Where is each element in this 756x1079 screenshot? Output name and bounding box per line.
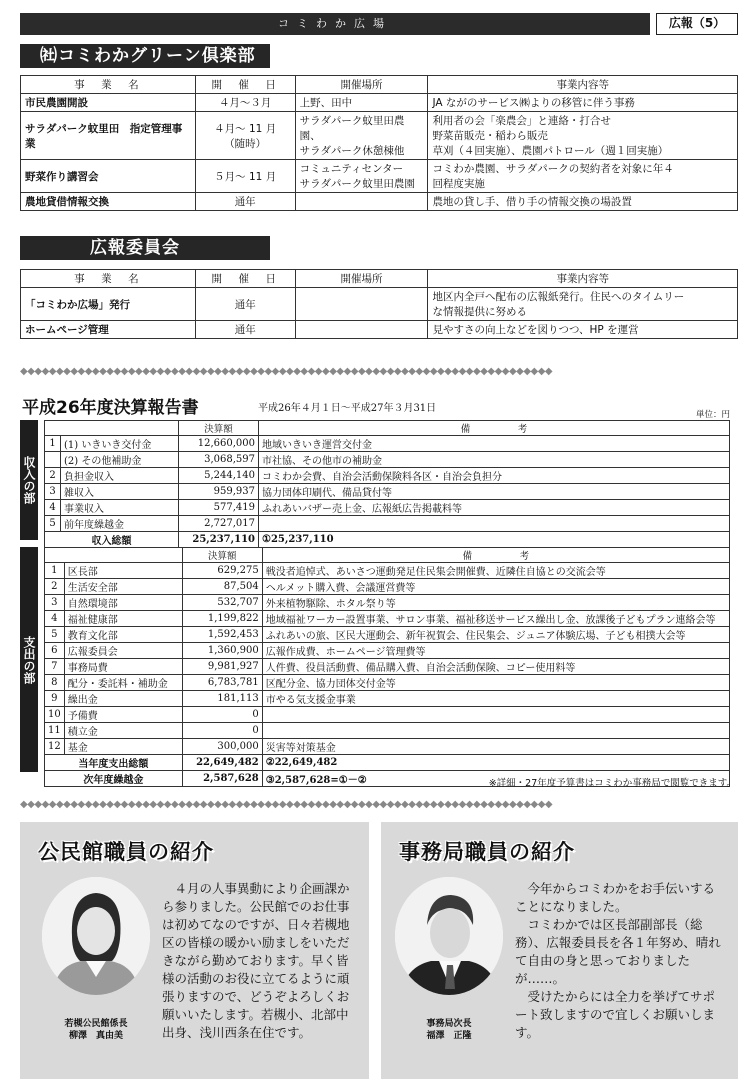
table-row — [45, 739, 730, 755]
col-name: 事 業 名 — [21, 270, 196, 288]
col-content: 事業内容等 — [428, 76, 738, 94]
report-unit: 単位：円 — [695, 410, 730, 420]
table-row — [45, 500, 730, 516]
table-row — [45, 579, 730, 595]
report-period: 平成26年４月１日～平成27年３月31日 — [258, 403, 437, 414]
total-amount: 2,587,628 — [182, 771, 262, 787]
table-row — [21, 160, 738, 193]
item-name: 配分・委託料・補助金 — [64, 675, 182, 691]
table-row — [45, 659, 730, 675]
report-title: 平成26年度決算報告書 — [22, 398, 199, 418]
item-amount: 300,000 — [182, 739, 262, 755]
total-note: ②22,649,482 — [262, 755, 729, 771]
item-amount: 959,937 — [179, 484, 259, 500]
staff-photo — [42, 877, 150, 995]
item-name: 事業収入 — [61, 500, 179, 516]
table-row — [21, 193, 738, 211]
event-place — [295, 193, 428, 211]
expense-table — [44, 547, 730, 787]
item-name: 事務局費 — [64, 659, 182, 675]
item-amount: 5,244,140 — [179, 468, 259, 484]
total-name: 次年度繰越金 — [45, 771, 183, 787]
staff-panel-left — [20, 822, 369, 1079]
event-date: 通年 — [195, 193, 295, 211]
event-content: JA ながのサービス㈱よりの移管に伴う事務 — [428, 94, 738, 112]
item-note — [262, 723, 729, 739]
row-number: 10 — [45, 707, 65, 723]
staff-left-caption — [38, 1018, 154, 1042]
event-date: ５月～ 11 月 — [195, 160, 295, 193]
item-name: 生活安全部 — [64, 579, 182, 595]
item-amount: 87,504 — [182, 579, 262, 595]
item-amount: 1,592,453 — [182, 627, 262, 643]
item-note: 区配分金、協力団体交付金等 — [262, 675, 729, 691]
staff-right-text — [515, 880, 721, 1042]
club-heading: ㈳コミわかグリーン倶楽部 — [20, 44, 270, 68]
table-row — [45, 484, 730, 500]
event-content: 見やすさの向上などを図りつつ、HP を運営 — [428, 321, 738, 339]
table-row — [21, 321, 738, 339]
table-row — [45, 723, 730, 739]
row-number: 3 — [45, 484, 61, 500]
row-number: 12 — [45, 739, 65, 755]
item-note: 地域いきいき運営交付金 — [259, 436, 730, 452]
item-amount: 3,068,597 — [179, 452, 259, 468]
event-name: サラダパーク蚊里田 指定管理事業 — [21, 112, 196, 160]
item-name: 繰出金 — [64, 691, 182, 707]
footnote: ※詳細・27年度予算書はコミわか事務局で閲覧できます。 — [488, 778, 736, 789]
table-row — [45, 468, 730, 484]
row-number: 1 — [45, 563, 65, 579]
table-row — [45, 627, 730, 643]
section-title: コミわか広場 — [20, 13, 650, 35]
staff-right-role: 事務局次長 — [426, 1019, 472, 1029]
table-row — [45, 675, 730, 691]
item-amount: 0 — [182, 707, 262, 723]
item-note: ふれあいの旅、区民大運動会、新年祝賀会、住民集会、ジュニア体験広場、子ども相撲大会等 — [262, 627, 729, 643]
paragraph: 今年からコミわかをお手伝いすることになりました。 — [515, 881, 716, 914]
event-place: サラダパーク蚊里田農園、 サラダパーク休憩棟他 — [295, 112, 428, 160]
staff-left-title: 公民館職員の紹介 — [38, 840, 214, 864]
col-amount: 決算額 — [182, 548, 262, 563]
table-row — [45, 516, 730, 532]
event-date: 通年 — [195, 288, 295, 321]
total-amount: 25,237,110 — [179, 532, 259, 548]
item-note — [262, 707, 729, 723]
row-number: 4 — [45, 611, 65, 627]
item-name: (2) その他補助金 — [61, 452, 179, 468]
table-row — [45, 643, 730, 659]
item-name: 雑収入 — [61, 484, 179, 500]
item-amount: 6,783,781 — [182, 675, 262, 691]
event-name: 野菜作り講習会 — [21, 160, 196, 193]
income-table — [44, 420, 730, 548]
item-note: 地域福祉ワーカー設置事業、サロン事業、福祉移送サービス繰出し金、放課後子どもプラン連絡会等 — [262, 611, 729, 627]
col-note: 備 考 — [259, 421, 730, 436]
staff-left-name: 柳澤 真由美 — [68, 1031, 123, 1041]
table-row — [21, 94, 738, 112]
event-name: ホームページ管理 — [21, 321, 196, 339]
event-date: ４月～３月 — [195, 94, 295, 112]
item-name: (1) いきいき交付金 — [61, 436, 179, 452]
row-number: 6 — [45, 643, 65, 659]
item-name: 負担金収入 — [61, 468, 179, 484]
item-note: 協力団体印刷代、備品貸付等 — [259, 484, 730, 500]
item-note: コミわか会費、自治会活動保険料各区・自治会負担分 — [259, 468, 730, 484]
table-row — [45, 595, 730, 611]
page-number: 広報（5） — [656, 13, 738, 35]
total-note: ③2,587,628=①－② — [262, 771, 729, 787]
item-note — [259, 516, 730, 532]
staff-left-text: ４月の人事異動により企画課から参りました。公民館でのお仕事は初めてなのですが、日々若槻地区の皆様の暖かい励ましをいただきながら勤めております。早く皆様の活動のお役に立てるように頑張りますので、どうぞよろしくお願いいたします。若槻小、北部中出身、浅川西条在住です。 — [162, 881, 350, 1040]
col-amount: 決算額 — [179, 421, 259, 436]
row-number: 2 — [45, 468, 61, 484]
item-name: 教育文化部 — [64, 627, 182, 643]
paragraph: 受けたからには全力を挙げてサポート致しますので宜しくお願いします。 — [515, 989, 716, 1040]
item-name: 基金 — [64, 739, 182, 755]
table-row — [45, 611, 730, 627]
item-note: 人件費、役員活動費、備品購入費、自治会活動保険、コピー使用料等 — [262, 659, 729, 675]
col-name: 事 業 名 — [21, 76, 196, 94]
total-name: 収入総額 — [45, 532, 179, 548]
income-label — [20, 420, 38, 540]
item-amount: 532,707 — [182, 595, 262, 611]
row-number: 5 — [45, 516, 61, 532]
table-row — [21, 112, 738, 160]
row-number: 7 — [45, 659, 65, 675]
item-name: 自然環境部 — [64, 595, 182, 611]
event-name: 市民農園開設 — [21, 94, 196, 112]
item-amount: 0 — [182, 723, 262, 739]
col-place: 開催場所 — [295, 270, 428, 288]
event-name: 「コミわか広場」発行 — [21, 288, 196, 321]
table-row — [45, 436, 730, 452]
divider: ◆◆◆◆◆◆◆◆◆◆◆◆◆◆◆◆◆◆◆◆◆◆◆◆◆◆◆◆◆◆◆◆◆◆◆◆◆◆◆◆◆◆◆◆◆◆◆◆◆◆◆◆◆◆◆◆◆◆◆◆◆◆◆◆◆◆◆◆◆◆◆◆◆◆ — [20, 366, 553, 377]
item-amount: 2,727,017 — [179, 516, 259, 532]
row-number: 4 — [45, 500, 61, 516]
total-note: ①25,237,110 — [259, 532, 730, 548]
staff-panel-right — [381, 822, 738, 1079]
table-row — [21, 288, 738, 321]
paragraph: コミわかでは区長部副部長（総務）、広報委員長を各１年努め、晴れて自由の身と思っておりましたが……。 — [515, 917, 721, 986]
staff-left-role: 若槻公民館係長 — [64, 1019, 128, 1029]
event-date: ４月～ 11 月 （随時） — [195, 112, 295, 160]
item-amount: 12,660,000 — [179, 436, 259, 452]
expense-label-text: 支出の部 — [22, 635, 36, 684]
event-name: 農地貸借情報交換 — [21, 193, 196, 211]
item-amount: 181,113 — [182, 691, 262, 707]
pr-table — [20, 269, 738, 339]
item-amount: 1,199,822 — [182, 611, 262, 627]
row-number: 1 — [45, 436, 61, 452]
item-name: 区長部 — [64, 563, 182, 579]
item-note: 外来植物駆除、ホタル祭り等 — [262, 595, 729, 611]
col-place: 開催場所 — [295, 76, 428, 94]
table-row — [45, 707, 730, 723]
item-note: ヘルメット購入費、会議運営費等 — [262, 579, 729, 595]
expense-label — [20, 547, 38, 772]
divider: ◆◆◆◆◆◆◆◆◆◆◆◆◆◆◆◆◆◆◆◆◆◆◆◆◆◆◆◆◆◆◆◆◆◆◆◆◆◆◆◆◆◆◆◆◆◆◆◆◆◆◆◆◆◆◆◆◆◆◆◆◆◆◆◆◆◆◆◆◆◆◆◆◆◆ — [20, 799, 553, 810]
page-header — [20, 13, 738, 35]
col-content: 事業内容等 — [428, 270, 738, 288]
total-amount: 22,649,482 — [182, 755, 262, 771]
total-row — [45, 755, 730, 771]
pr-heading: 広報委員会 — [20, 236, 270, 260]
item-name: 積立金 — [64, 723, 182, 739]
event-content: 地区内全戸へ配布の広報紙発行。住民へのタイムリー な情報提供に努める — [428, 288, 738, 321]
item-note: 広報作成費、ホームページ管理費等 — [262, 643, 729, 659]
staff-right-caption — [391, 1018, 507, 1042]
event-content: 農地の貸し手、借り手の情報交換の場設置 — [428, 193, 738, 211]
item-amount: 577,419 — [179, 500, 259, 516]
event-content: 利用者の会「楽農会」と連絡・打合せ 野菜苗販売・稲わら販売 草刈（４回実施）、農園パトロール（週１回実施） — [428, 112, 738, 160]
event-place — [295, 288, 428, 321]
col-date: 開 催 日 — [195, 270, 295, 288]
item-note: ふれあいバザー売上金、広報紙広告掲載料等 — [259, 500, 730, 516]
item-name: 広報委員会 — [64, 643, 182, 659]
item-amount: 9,981,927 — [182, 659, 262, 675]
row-number: 9 — [45, 691, 65, 707]
item-note: 市やる気支援金事業 — [262, 691, 729, 707]
person-portrait-icon — [42, 877, 150, 995]
event-place — [295, 321, 428, 339]
total-name: 当年度支出総額 — [45, 755, 183, 771]
staff-right-name: 福澤 正隆 — [426, 1031, 472, 1041]
table-row — [45, 452, 730, 468]
item-amount: 629,275 — [182, 563, 262, 579]
col-date: 開 催 日 — [195, 76, 295, 94]
item-name: 前年度繰越金 — [61, 516, 179, 532]
row-number — [45, 452, 61, 468]
row-number: 11 — [45, 723, 65, 739]
staff-right-title: 事務局職員の紹介 — [399, 840, 575, 864]
col-note: 備 考 — [262, 548, 729, 563]
item-name: 福祉健康部 — [64, 611, 182, 627]
event-place: 上野、田中 — [295, 94, 428, 112]
event-content: コミわか農園、サラダパークの契約者を対象に年４ 回程度実施 — [428, 160, 738, 193]
income-label-text: 収入の部 — [22, 456, 36, 504]
total-row — [45, 532, 730, 548]
row-number: 2 — [45, 579, 65, 595]
table-row — [45, 691, 730, 707]
item-note: 戦没者追悼式、あいさつ運動発足住民集会開催費、近隣住自協との交流会等 — [262, 563, 729, 579]
row-number: 5 — [45, 627, 65, 643]
item-name: 予備費 — [64, 707, 182, 723]
item-note: 災害等対策基金 — [262, 739, 729, 755]
row-number: 8 — [45, 675, 65, 691]
event-place: コミュニティセンター サラダパーク蚊里田農園 — [295, 160, 428, 193]
person-portrait-icon — [395, 877, 503, 995]
table-row — [45, 563, 730, 579]
item-note: 市社協、その他市の補助金 — [259, 452, 730, 468]
item-amount: 1,360,900 — [182, 643, 262, 659]
club-table — [20, 75, 738, 211]
event-date: 通年 — [195, 321, 295, 339]
row-number: 3 — [45, 595, 65, 611]
staff-photo — [395, 877, 503, 995]
